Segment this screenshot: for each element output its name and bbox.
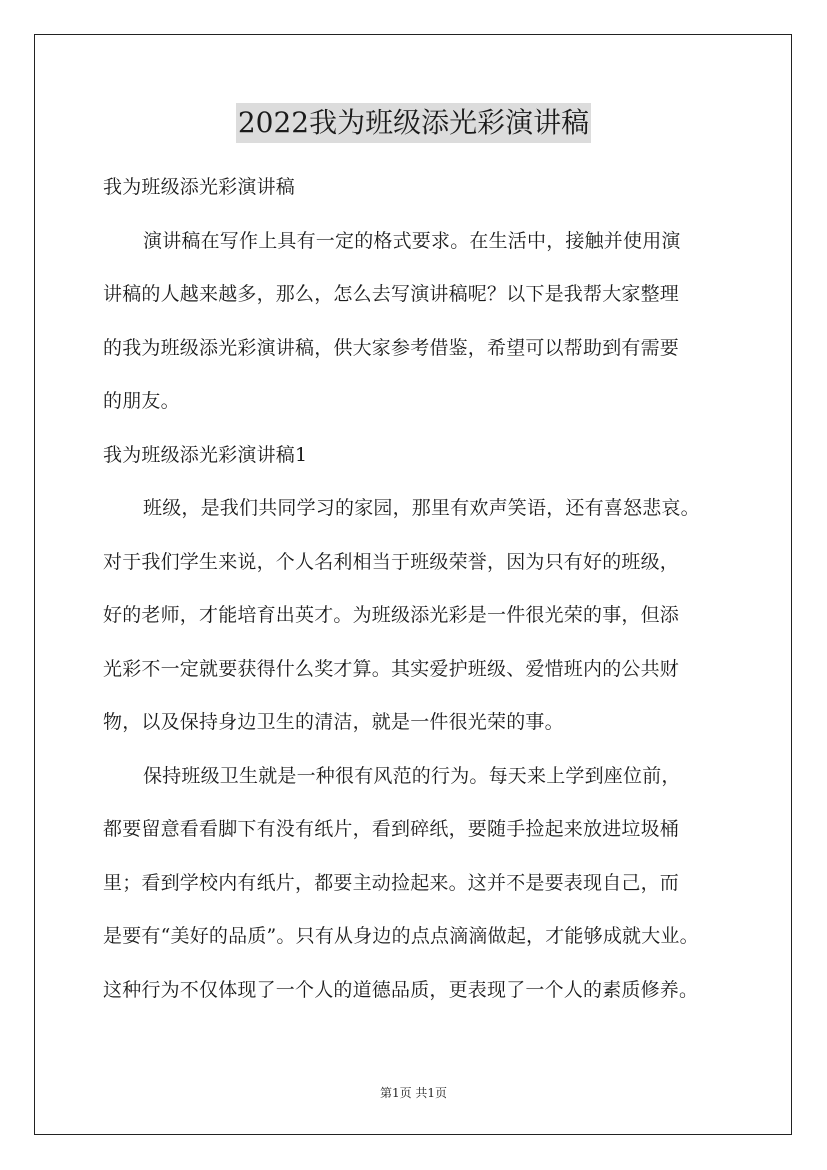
text-line: 的朋友。 [103, 390, 180, 412]
document-title: 2022我为班级添光彩演讲稿 [236, 103, 591, 143]
document-body [103, 174, 725, 1030]
text-line: 班级，是我们共同学习的家园，那里有欢声笑语，还有喜怒悲哀。 [143, 497, 700, 519]
document-title-wrapper [0, 103, 827, 143]
text-line: 讲稿的人越来越多，那么，怎么去写演讲稿呢？以下是我帮大家整理 [103, 283, 680, 305]
text-line: 我为班级添光彩演讲稿1 [103, 443, 308, 466]
text-line: 保持班级卫生就是一种很有风范的行为。每天来上学到座位前， [143, 764, 681, 787]
text-line: 我为班级添光彩演讲稿 [103, 176, 296, 198]
text-line: 光彩不一定就要获得什么奖才算。其实爱护班级、爱惜班内的公共财 [103, 657, 680, 680]
text-line: 对于我们学生来说，个人名利相当于班级荣誉，因为只有好的班级， [103, 550, 680, 573]
text-line: 的我为班级添光彩演讲稿，供大家参考借鉴，希望可以帮助到有需要 [103, 336, 680, 359]
text-line: 这种行为不仅体现了一个人的道德品质，更表现了一个人的素质修养。 [103, 978, 699, 1001]
text-line: 是要有“美好的品质”。只有从身边的点点滴滴做起，才能够成就大业。 [103, 925, 699, 947]
text-line: 都要留意看看脚下有没有纸片，看到碎纸，要随手捡起来放进垃圾桶 [103, 818, 680, 840]
text-line: 演讲稿在写作上具有一定的格式要求。在生活中，接触并使用演 [143, 229, 681, 252]
page-footer: 第1页 共1页 [379, 1086, 448, 1100]
text-line: 物，以及保持身边卫生的清洁，就是一件很光荣的事。 [103, 711, 564, 733]
text-line: 里；看到学校内有纸片，都要主动捡起来。这并不是要表现自己，而 [103, 871, 680, 894]
text-line: 好的老师，才能培育出英才。为班级添光彩是一件很光荣的事，但添 [103, 604, 680, 626]
